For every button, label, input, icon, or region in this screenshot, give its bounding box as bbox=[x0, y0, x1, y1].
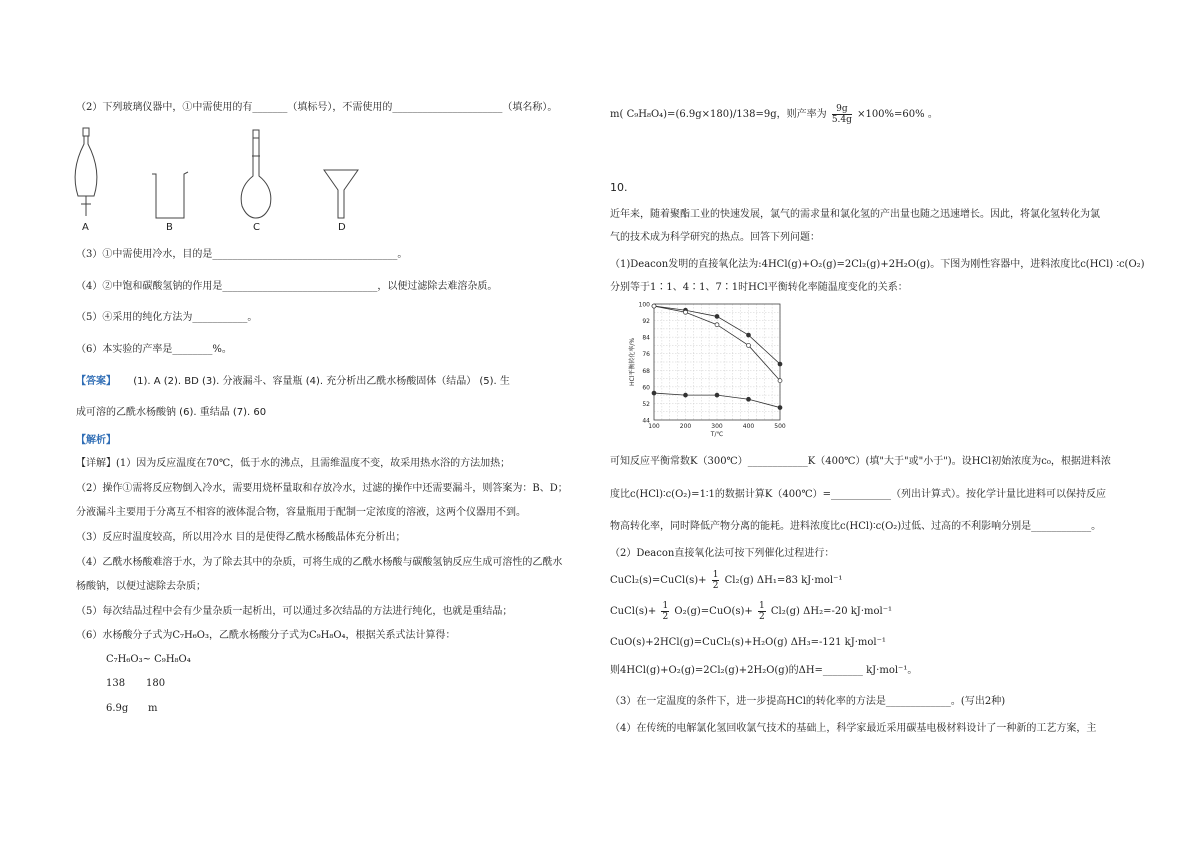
label-d: D bbox=[338, 222, 346, 233]
answer-tag: 【答案】 bbox=[76, 376, 116, 387]
yield-suffix: ×100%=60% 。 bbox=[857, 109, 938, 120]
right-column bbox=[600, 0, 1200, 848]
equation-2-right: Cl₂(g) ΔH₂=-20 kJ·mol⁻¹ bbox=[770, 606, 892, 617]
relation-formula: C₇H₆O₃~ C₉H₈O₄ bbox=[106, 654, 191, 665]
funnel-icon bbox=[324, 170, 358, 218]
part-2-intro: （2）Deacon直接氧化法可按下列催化过程进行： bbox=[610, 548, 835, 559]
half-fraction: $\frac{1}{2}$ bbox=[758, 601, 765, 622]
equation-1-right: Cl₂(g) ΔH₁=83 kJ·mol⁻¹ bbox=[724, 575, 843, 586]
intro-1: 近年来，随着聚酯工业的快速发展，氯气的需求量和氯化氢的产出量也随之迅速增长。因此，将氯化氢转化为氯 bbox=[610, 209, 1100, 220]
question-4: （4）②中饱和碳酸氢钠的作用是_______________________________，以便过滤除去难溶杂质。 bbox=[76, 281, 498, 292]
equation-2 bbox=[610, 601, 892, 623]
x-tick-label: 300 bbox=[711, 423, 723, 430]
half-fraction: $\frac{1}{2}$ bbox=[712, 570, 719, 591]
yield-denominator: 5.4g bbox=[831, 115, 852, 125]
part-1-line-2: 分别等于1∶1、4∶1、7∶1时HCl平衡转化率随温度变化的关系： bbox=[610, 282, 908, 293]
series-2-point bbox=[778, 379, 782, 383]
label-c: C bbox=[253, 222, 260, 233]
analysis-5: （4）乙酰水杨酸难溶于水，为了除去其中的杂质，可将生成的乙酰水杨酸与碳酸氢钠反应生成可溶性的乙酰水 bbox=[76, 557, 563, 568]
series-3-point bbox=[747, 397, 751, 401]
relation-value-b: m bbox=[148, 703, 158, 714]
part-1-line-1: （1)Deacon发明的直接氧化法为:4HCl(g)+O₂(g)=2Cl₂(g)+2H₂O(g)。下图为刚性容器中，进料浓度比c(HCl) ∶c(O₂) bbox=[610, 259, 1145, 270]
question-2: （2）下列玻璃仪器中，①中需使用的有_______（填标号），不需使用的______________________（填名称）。 bbox=[76, 102, 558, 113]
analysis-7: （5）每次结晶过程中会有少量杂质一起析出，可以通过多次结晶的方法进行纯化，也就是重结晶； bbox=[76, 606, 513, 617]
equation-2-left: CuCl(s)+ bbox=[610, 606, 657, 617]
beaker-icon bbox=[152, 172, 188, 218]
question-number: 10. bbox=[610, 181, 628, 194]
part-1-line-3: 可知反应平衡常数K（300℃）____________K（400℃）(填"大于"或"小于")。设HCl初始浓度为c₀，根据进料浓 bbox=[610, 456, 1111, 467]
series-2-point bbox=[652, 304, 656, 308]
answer-line-1 bbox=[76, 375, 510, 389]
analysis-1: 【详解】(1）因为反应温度在70℃，低于水的沸点，且需维温度不变，故采用热水浴的方法加热； bbox=[76, 458, 511, 469]
question-6: （6）本实验的产率是________%。 bbox=[76, 344, 232, 355]
glassware-figure bbox=[66, 126, 386, 236]
part-3: （3）在一定温度的条件下，进一步提高HCl的转化率的方法是_____________。(写出2种) bbox=[610, 696, 1006, 707]
y-axis-label: HCl平衡转化率/% bbox=[629, 337, 636, 387]
y-tick-label: 84 bbox=[642, 334, 650, 342]
series-3-point bbox=[684, 393, 688, 397]
answer-line-2: 成可溶的乙酰水杨酸钠 (6). 重结晶 (7). 60 bbox=[76, 407, 267, 418]
series-2-point bbox=[747, 343, 751, 347]
part-1-line-4: 度比c(HCl)∶c(O₂)=1∶1的数据计算K（400℃）=____________（列出计算式）。按化学计量比进料可以保持反应 bbox=[610, 489, 1107, 500]
y-tick-label: 52 bbox=[642, 400, 650, 408]
analysis-8: （6）水杨酸分子式为C₇H₆O₃，乙酰水杨酸分子式为C₉H₈O₄，根据关系式法计算得： bbox=[76, 630, 456, 641]
separatory-funnel-icon bbox=[75, 128, 97, 216]
volumetric-flask-icon bbox=[241, 130, 271, 218]
analysis-tag: 【解析】 bbox=[76, 435, 116, 446]
series-1-point bbox=[715, 314, 719, 318]
y-tick-label: 100 bbox=[638, 301, 650, 309]
y-tick-label: 76 bbox=[642, 351, 650, 359]
x-axis-label: T/℃ bbox=[710, 431, 724, 438]
series-1-point bbox=[747, 333, 751, 337]
analysis-4: （3）反应时温度较高，所以用冷水 目的是使得乙酰水杨酸晶体充分析出； bbox=[76, 532, 406, 543]
analysis-6: 杨酸钠，以便过滤除去杂质； bbox=[76, 581, 206, 592]
part-4: （4）在传统的电解氯化氢回收氯气技术的基础上，科学家最近采用碳基电极材料设计了一种新的工艺方案，主 bbox=[610, 723, 1097, 734]
label-b: B bbox=[166, 222, 173, 233]
equation-1 bbox=[610, 570, 842, 592]
y-tick-label: 68 bbox=[642, 367, 650, 375]
part-1-line-5: 物高转化率，同时降低产物分离的能耗。进料浓度比c(HCl)∶c(O₂)过低、过高的不利影响分别是____________。 bbox=[610, 521, 1102, 532]
analysis-2: （2）操作①需将反应物倒入冷水，需要用烧杯量取和存放冷水，过滤的操作中还需要漏斗，则答案为：B、D； bbox=[76, 483, 568, 494]
series-3-point bbox=[652, 391, 656, 395]
hcl-conversion-chart bbox=[604, 298, 794, 440]
relation-mass-b: 180 bbox=[146, 678, 166, 689]
x-tick-label: 200 bbox=[679, 423, 692, 430]
analysis-3: 分液漏斗主要用于分离互不相容的液体混合物，容量瓶用于配制一定浓度的溶液，这两个仪器用不到。 bbox=[76, 507, 526, 518]
x-tick-label: 400 bbox=[742, 423, 755, 430]
equation-1-left: CuCl₂(s)=CuCl(s)+ bbox=[610, 575, 707, 586]
x-tick-label: 100 bbox=[648, 423, 660, 430]
half-fraction: $\frac{1}{2}$ bbox=[662, 601, 669, 622]
series-1-point bbox=[778, 362, 782, 366]
y-tick-label: 92 bbox=[642, 318, 650, 326]
y-tick-label: 60 bbox=[642, 384, 650, 392]
relation-mass-a: 138 bbox=[106, 678, 126, 689]
series-2-point bbox=[715, 323, 719, 327]
question-5: （5）④采用的纯化方法为___________。 bbox=[76, 312, 258, 323]
series-3-point bbox=[715, 393, 719, 397]
relation-value-a: 6.9g bbox=[106, 703, 129, 714]
yield-numerator: 9g bbox=[832, 104, 852, 115]
yield-prefix: m( C₉H₈O₄)=(6.9g×180)/138=9g，则产率为 bbox=[610, 109, 827, 120]
series-2-point bbox=[684, 310, 688, 314]
x-tick-label: 500 bbox=[774, 423, 786, 430]
equation-3: CuO(s)+2HCl(g)=CuCl₂(s)+H₂O(g) ΔH₃=-121 kJ·mol⁻¹ bbox=[610, 637, 886, 648]
equation-4: 则4HCl(g)+O₂(g)=2Cl₂(g)+2H₂O(g)的ΔH=________ kJ·mol⁻¹。 bbox=[610, 665, 918, 676]
label-a: A bbox=[82, 222, 89, 233]
yield-fraction bbox=[832, 104, 852, 125]
y-tick-label: 44 bbox=[642, 417, 650, 425]
intro-2: 气的技术成为科学研究的热点。回答下列问题： bbox=[610, 232, 820, 243]
answer-text-1: (1). A (2). BD (3). 分液漏斗、容量瓶 (4). 充分析出乙酰水杨酸固体（结晶） (5). 生 bbox=[133, 376, 510, 387]
question-3: （3）①中需使用冷水，目的是_____________________________________。 bbox=[76, 249, 408, 260]
yield-calculation bbox=[610, 104, 938, 126]
series-3-point bbox=[778, 406, 782, 410]
equation-2-middle: O₂(g)=CuO(s)+ bbox=[674, 606, 753, 617]
